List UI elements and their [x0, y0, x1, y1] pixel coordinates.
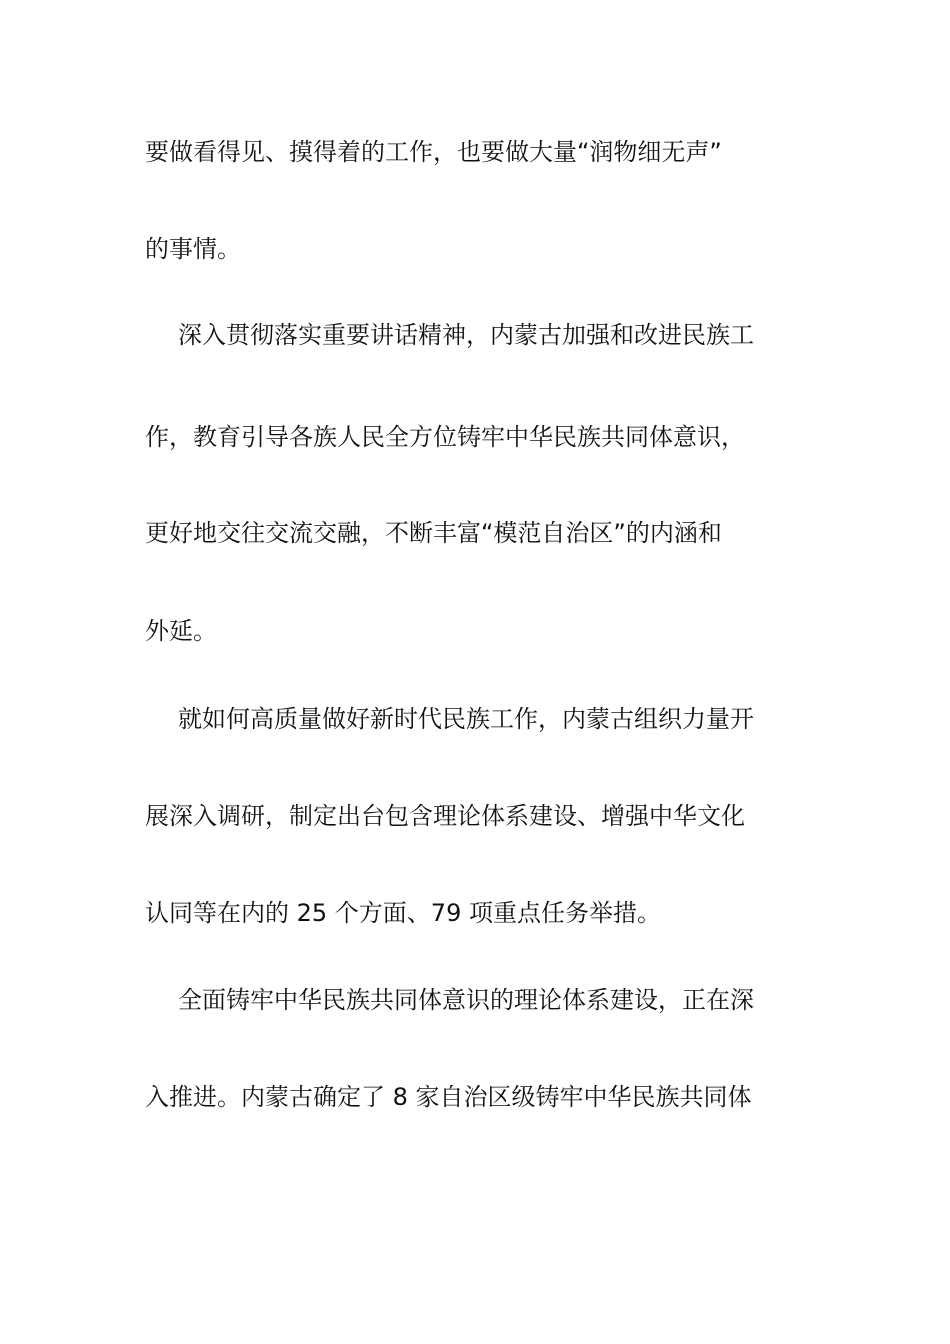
text-line: 展深入调研，制定出台包含理论体系建设、增强中华文化 [145, 802, 745, 830]
text-line: 作，教育引导各族人民全方位铸牢中华民族共同体意识， [145, 423, 745, 451]
text-line: 更好地交往交流交融，不断丰富“模范自治区”的内涵和 [145, 519, 722, 547]
paragraph-start-line: 就如何高质量做好新时代民族工作，内蒙古组织力量开 [178, 705, 754, 733]
text-line: 外延。 [145, 617, 217, 645]
text-line: 的事情。 [145, 235, 241, 263]
text-line: 要做看得见、摸得着的工作，也要做大量“润物细无声” [145, 138, 722, 166]
text-line: 认同等在内的 25 个方面、79 项重点任务举措。 [145, 899, 661, 927]
paragraph-start-line: 深入贯彻落实重要讲话精神，内蒙古加强和改进民族工 [178, 321, 754, 349]
text-line: 入推进。内蒙古确定了 8 家自治区级铸牢中华民族共同体 [145, 1083, 752, 1111]
paragraph-start-line: 全面铸牢中华民族共同体意识的理论体系建设，正在深 [178, 986, 754, 1014]
